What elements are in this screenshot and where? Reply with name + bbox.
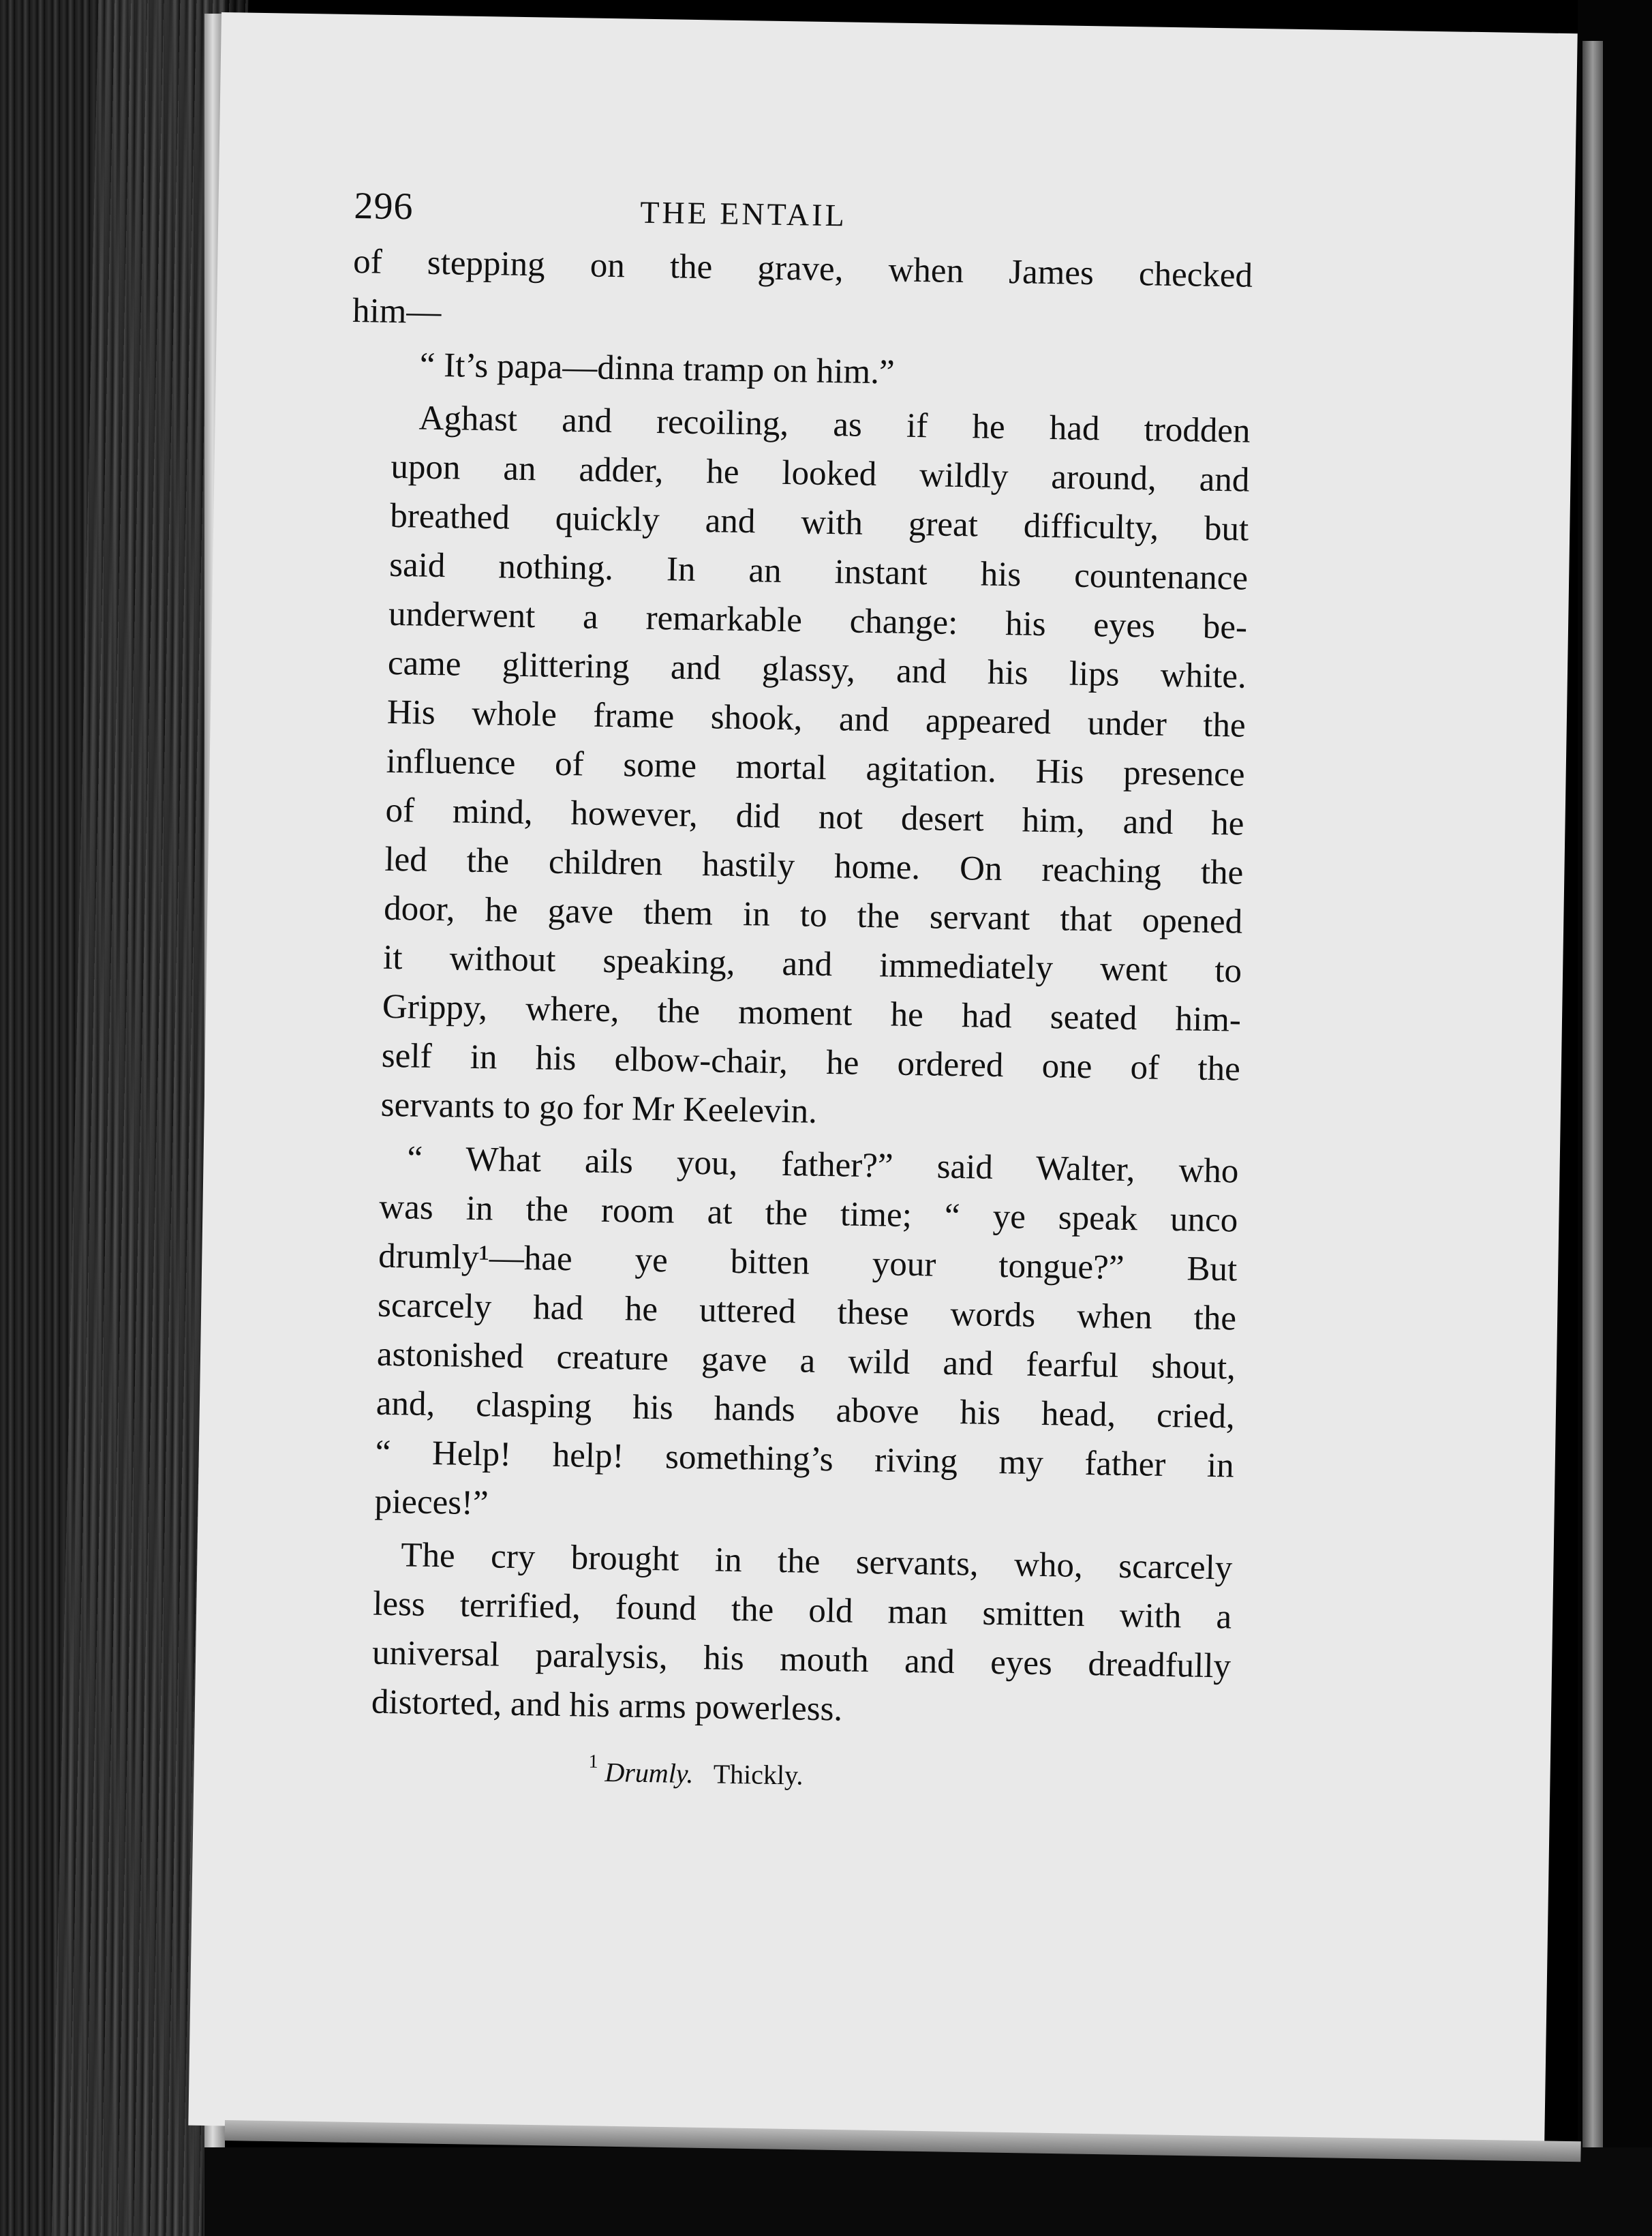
text-line: “ Help! help! something’s riving my father in (375, 1433, 1235, 1485)
text-line: of stepping on the grave, when James checked (352, 242, 1253, 295)
paragraph (333, 1133, 1239, 1540)
text-line: pieces!” (374, 1482, 489, 1523)
running-title: THE ENTAIL (640, 194, 848, 233)
text-line: “ It’s papa—dinna tramp on him.” (419, 346, 896, 392)
text-line: and, clasping his hands above his head, cried, (376, 1384, 1236, 1436)
text-line: influence of some mortal agitation. His presence (386, 742, 1245, 794)
text-line: distorted, and his arms powerless. (371, 1682, 843, 1729)
text-line: servants to go for Mr Keelevin. (380, 1085, 818, 1131)
text-line: came glittering and glassy, and his lips white. (387, 644, 1247, 696)
text-line: scarcely had he uttered these words when the (377, 1286, 1237, 1338)
text-line: less terrified, found the old man smitten with a (372, 1584, 1232, 1637)
text-line: self in his elbow-chair, he ordered one of the (381, 1036, 1241, 1089)
text-line: Grippy, where, the moment he had seated him- (382, 987, 1242, 1040)
body-text (330, 237, 1253, 1744)
text-line: “ What ails you, father?” said Walter, who (407, 1139, 1239, 1191)
bottom-dark-margin (204, 2147, 1652, 2236)
text-line: it without speaking, and immediately went to (382, 938, 1242, 991)
text-line: breathed quickly and with great difficulty, but (389, 496, 1249, 549)
page-text-block (329, 184, 1254, 1802)
paragraph (352, 237, 1253, 350)
text-line: upon an adder, he looked wildly around, and (391, 447, 1250, 500)
text-line: door, he gave them in to the servant that opened (383, 889, 1243, 941)
text-line: him— (352, 291, 442, 332)
text-line: astonished creature gave a wild and fearful shout, (376, 1335, 1236, 1387)
text-line: Aghast and recoiling, as if he had trodden (418, 399, 1251, 451)
text-line: was in the room at the time; “ ye speak unco (378, 1188, 1238, 1240)
next-page-edge (1582, 41, 1603, 2195)
text-line: The cry brought in the servants, who, scarcely (400, 1536, 1233, 1588)
footnote-term: Drumly. (605, 1757, 694, 1789)
footnote-definition: Thickly. (713, 1758, 804, 1791)
paragraph (339, 393, 1251, 1143)
text-line: led the children hastily home. On reaching the (384, 840, 1244, 892)
text-line: underwent a remarkable change: his eyes be- (388, 594, 1248, 647)
text-line: said nothing. In an instant his countenance (388, 545, 1249, 598)
footnote-marker: 1 (588, 1751, 598, 1772)
text-line: of mind, however, did not desert him, and he (385, 791, 1244, 843)
text-line: universal paralysis, his mouth and eyes dreadfully (371, 1633, 1232, 1686)
text-line: drumly¹—hae ye bitten your tongue?” But (378, 1237, 1238, 1289)
paragraph (330, 1530, 1232, 1740)
text-line: His whole frame shook, and appeared under the (386, 693, 1246, 745)
page-number: 296 (354, 184, 414, 228)
